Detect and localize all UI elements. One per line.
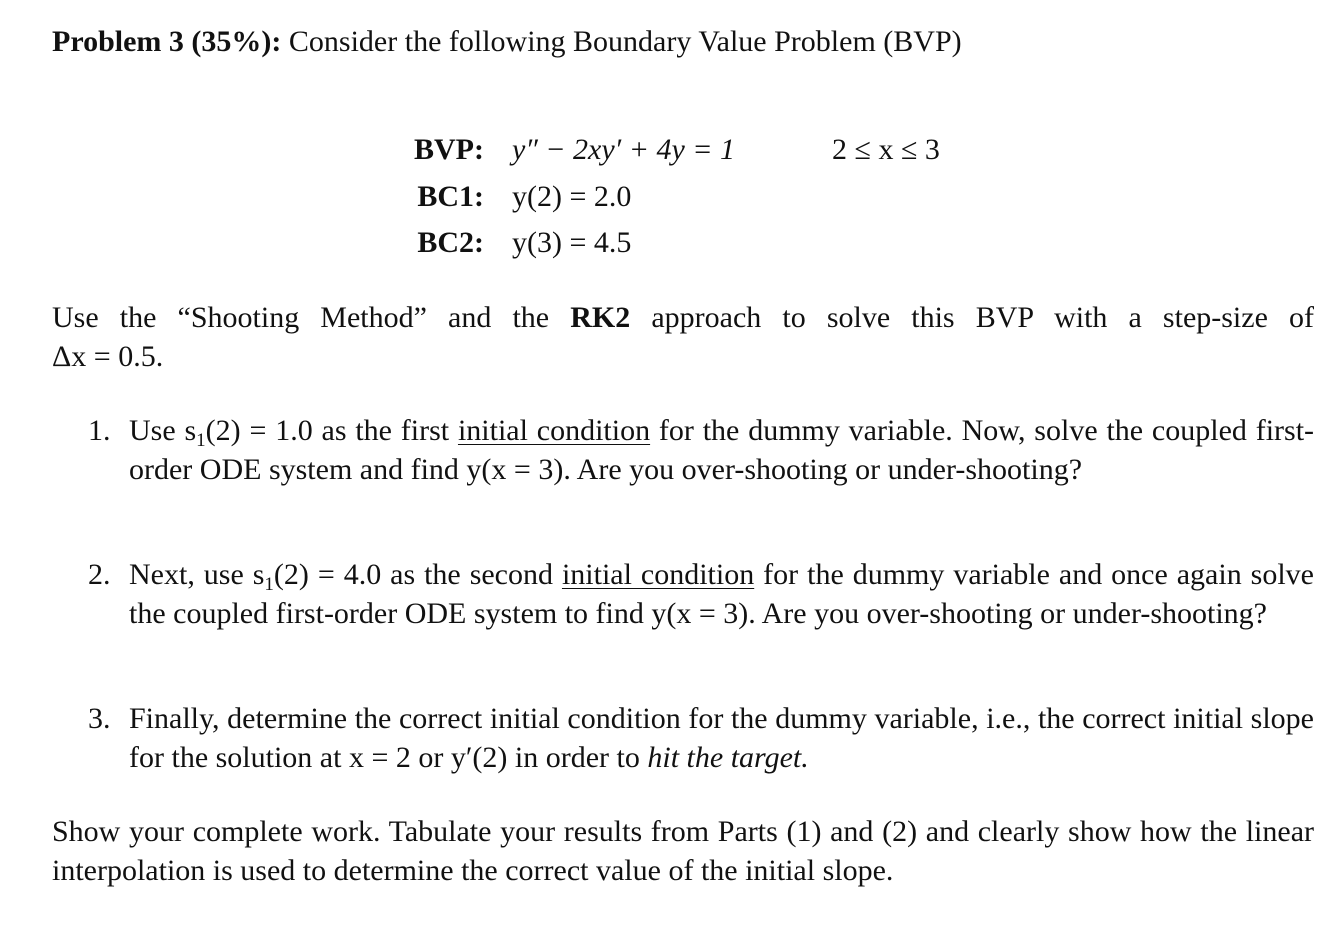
intro-text-part1: Use the “Shooting Method” and the	[52, 301, 550, 334]
intro-text-part2: approach to solve this BVP with a step-size of	[651, 301, 1314, 334]
bc2-equation: y(3) = 4.5	[512, 226, 632, 259]
bvp-domain: 2 ≤ x ≤ 3	[832, 133, 940, 166]
item-subscript: 1	[264, 574, 274, 595]
initial-condition-underline: initial condition	[457, 414, 651, 447]
intro-paragraph	[52, 298, 1314, 337]
bc1-equation: y(2) = 2.0	[512, 180, 632, 213]
problem-label: Problem 3 (35%):	[52, 25, 282, 58]
item-number: 2.	[88, 558, 111, 591]
problem-heading-text: Consider the following Boundary Value Problem (BVP)	[288, 25, 962, 58]
item-body	[129, 699, 1314, 777]
item-number: 3.	[88, 702, 111, 735]
bvp-equation: y″ − 2xy′ + 4y = 1	[512, 133, 736, 166]
closing-paragraph: Show your complete work. Tabulate your results from Parts (1) and (2) and clearly show how the linear interpolation is used to determine the correct value of the initial slope.	[52, 815, 1314, 887]
list-item	[88, 411, 1314, 489]
item-text: for the dummy variable. Now, solve the coupled first-order ODE system and find y(x = 3). Are you over-shooting or under-shooting?	[129, 414, 1315, 486]
item-text: (2) = 1.0 as the first	[205, 414, 450, 447]
item-text: Use s	[129, 414, 197, 447]
item-subscript: 1	[196, 430, 206, 451]
intro-line2: Δx = 0.5.	[52, 340, 164, 373]
bvp-label: BVP:	[414, 133, 484, 166]
item-text: Finally, determine the correct initial condition for the dummy variable, i.e., the correct initial slope for the solution at x = 2 or y′(2) in order to	[129, 702, 1314, 774]
bc1-label: BC1:	[417, 180, 484, 213]
bc2-label: BC2:	[417, 226, 484, 259]
list-item	[88, 555, 1314, 633]
item-text: for the dummy variable and once again solve the coupled first-order ODE system to find y(x = 3). Are you over-shooting or under-shooting?	[129, 558, 1314, 630]
item-body	[129, 411, 1314, 489]
initial-condition-underline: initial condition	[561, 558, 755, 591]
item-number: 1.	[88, 414, 111, 447]
item-text: (2) = 4.0 as the second	[273, 558, 553, 591]
problem-heading	[52, 22, 962, 61]
list-item	[88, 699, 1314, 777]
item-text: Next, use s	[129, 558, 265, 591]
item-body	[129, 555, 1314, 633]
item-italic-text: hit the target.	[647, 741, 809, 774]
intro-rk2: RK2	[570, 301, 631, 334]
